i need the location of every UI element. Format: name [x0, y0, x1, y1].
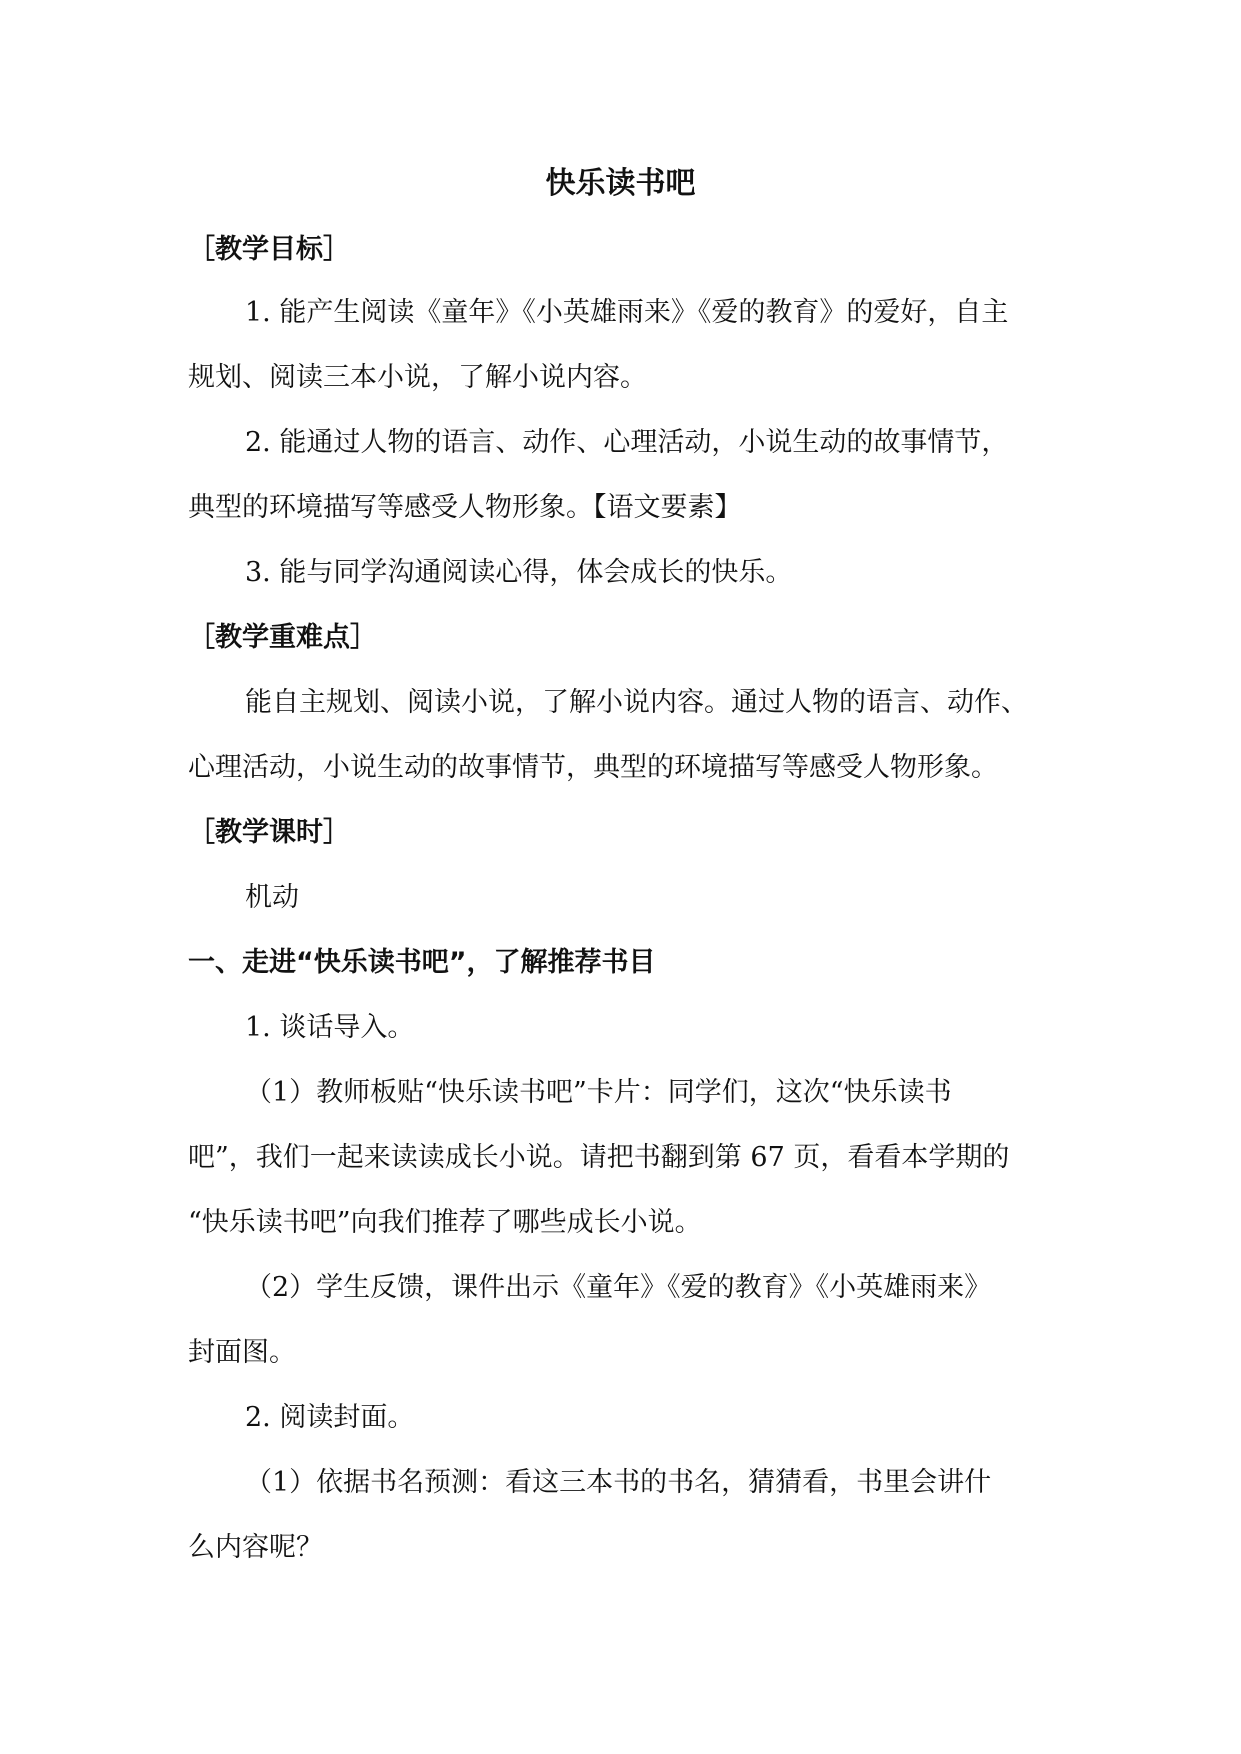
step-1-sub-1-line-1: （1）教师板贴“快乐读书吧”卡片：同学们，这次“快乐读书: [245, 1077, 952, 1108]
step-2-sub-1-line-1: （1）依据书名预测：看这三本书的书名，猜猜看，书里会讲什: [245, 1467, 992, 1498]
step-2: 2. 阅读封面。: [245, 1402, 415, 1433]
objective-1-line-2: 规划、阅读三本小说，了解小说内容。: [188, 362, 647, 393]
objective-2-line-2: 典型的环境描写等感受人物形象。【语文要素】: [188, 492, 742, 523]
step-2-sub-1-line-2: 么内容呢？: [188, 1532, 323, 1563]
step-1-sub-2-line-2: 封面图。: [188, 1337, 296, 1368]
step-1-sub-1-line-3: “快乐读书吧”向我们推荐了哪些成长小说。: [188, 1207, 702, 1238]
class-hours-value: 机动: [245, 882, 299, 913]
document-title: 快乐读书吧: [545, 166, 696, 201]
key-points-line-1: 能自主规划、阅读小说，了解小说内容。通过人物的语言、动作、: [245, 687, 1028, 718]
class-hours-heading: ［教学课时］: [188, 817, 350, 848]
key-points-heading: ［教学重难点］: [188, 622, 377, 653]
step-1-sub-1-line-2: 吧”，我们一起来读读成长小说。请把书翻到第 67 页，看看本学期的: [188, 1142, 1010, 1173]
key-points-line-2: 心理活动，小说生动的故事情节，典型的环境描写等感受人物形象。: [188, 752, 998, 783]
objective-2-line-1: 2. 能通过人物的语言、动作、心理活动，小说生动的故事情节，: [245, 427, 1009, 458]
section-1-heading: 一、走进“快乐读书吧”，了解推荐书目: [188, 947, 656, 978]
step-1: 1. 谈话导入。: [245, 1012, 415, 1043]
objectives-heading: ［教学目标］: [188, 234, 350, 265]
objective-3: 3. 能与同学沟通阅读心得，体会成长的快乐。: [245, 557, 793, 588]
objective-1-line-1: 1. 能产生阅读《童年》《小英雄雨来》《爱的教育》的爱好，自主: [245, 297, 1009, 328]
step-1-sub-2-line-1: （2）学生反馈，课件出示《童年》《爱的教育》《小英雄雨来》: [245, 1272, 992, 1303]
